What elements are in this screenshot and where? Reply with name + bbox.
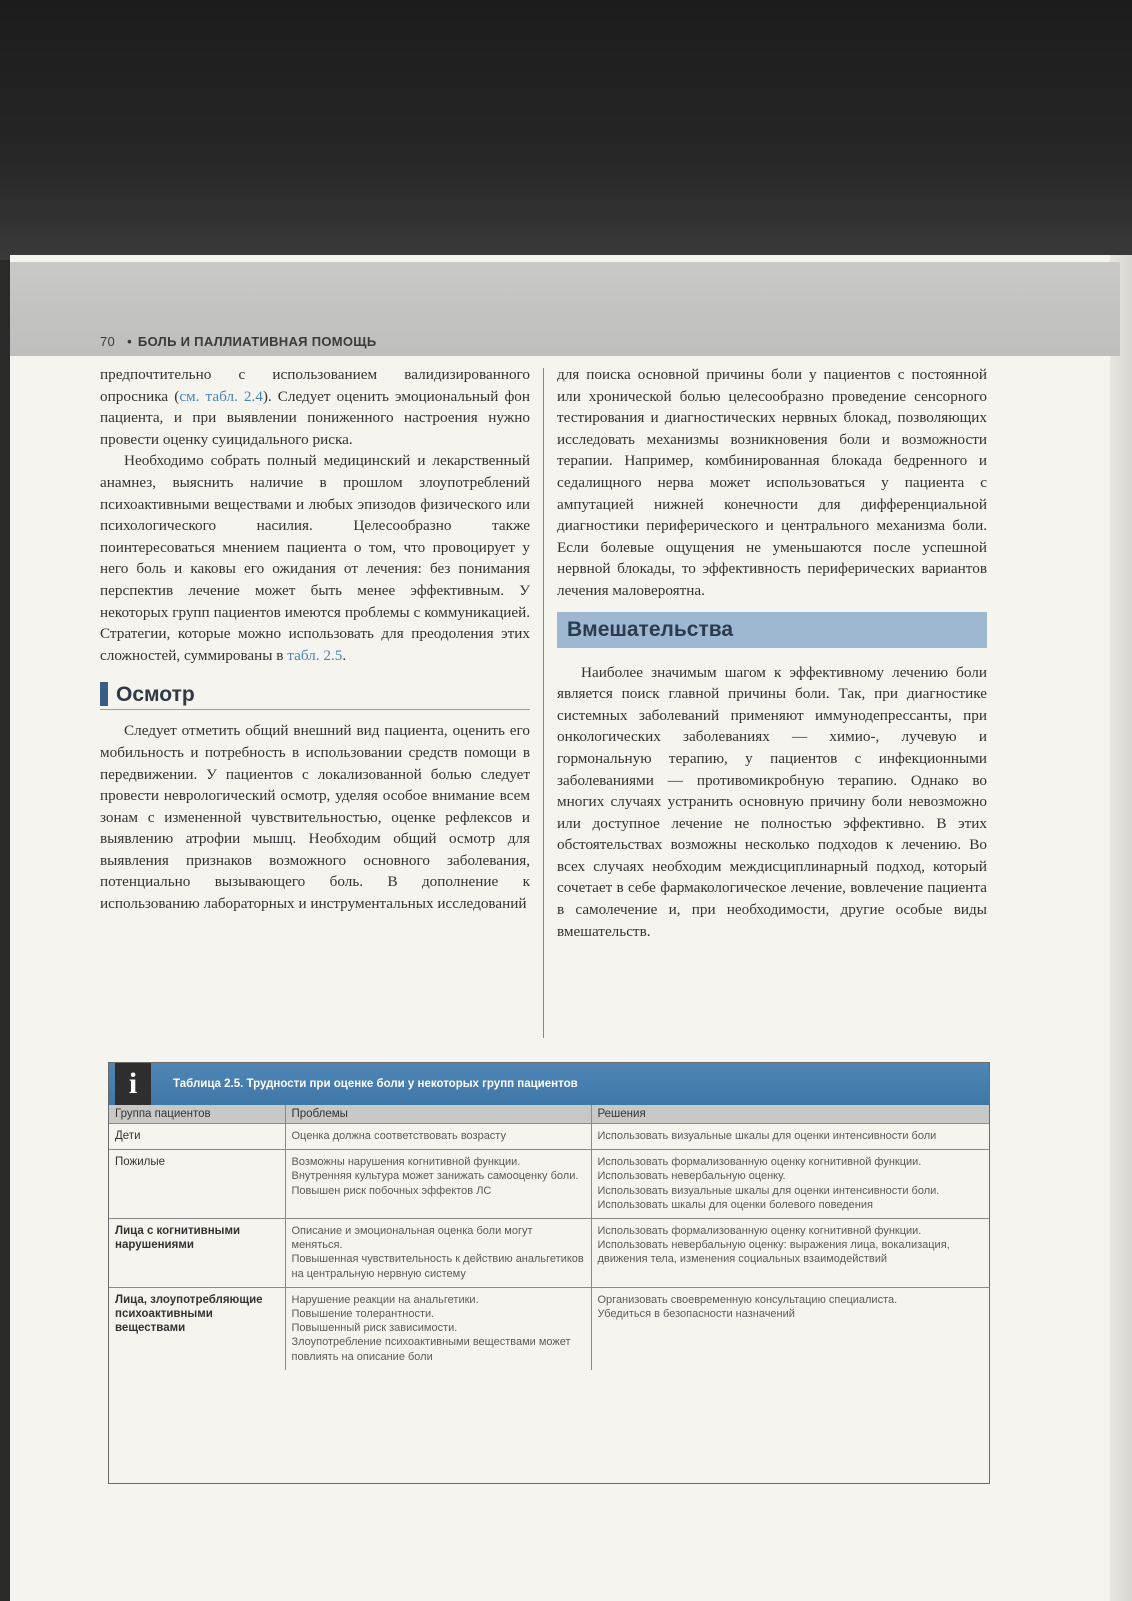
paragraph: Необходимо собрать полный медицинский и лекарственный анамнез, выяснить наличие в прошлом злоупотреблений психоактивными веществами и любых эпизодов физического или психологического насилия. Целесообразно также поинтересоваться мнением пациента о том, что провоцирует у него боль и каковы его ожидания от лечения: без понимания перспектив лечение может быть менее эффективным. У некоторых групп пациентов имеются проблемы с коммуникацией. Стратегии, которые можно использовать для преодоления этих сложностей, суммированы в табл. 2.5.	[100, 452, 530, 664]
table-header-row	[109, 1105, 989, 1124]
problems-cell: Описание и эмоциональная оценка боли могут меняться. Повышенная чувствительность к действию анальгетиков на центральную нервную систему	[285, 1219, 591, 1288]
data-table	[109, 1105, 989, 1370]
paragraph: предпочтительно с использованием валидизированного опросника (см. табл. 2.4). Следует оценить эмоциональный фон пациента, и при выявлении пониженного настроения нужно провести оценку суицидального риска.	[100, 366, 531, 448]
solutions-cell: Использовать визуальные шкалы для оценки интенсивности боли	[591, 1124, 989, 1150]
table-title-bar	[109, 1063, 989, 1105]
separator-dot: •	[127, 334, 132, 349]
section-heading-vmeshatelstva: Вмешательства	[557, 612, 987, 648]
page-edge-shadow	[1110, 255, 1132, 1601]
table-reference-link[interactable]: см. табл. 2.4	[179, 387, 263, 405]
column-header: Группа пациентов	[109, 1105, 285, 1124]
table-2-5	[108, 1062, 990, 1484]
paragraph: Наиболее значимым шагом к эффективному лечению боли является поиск главной причины боли. Так, при диагностике системных заболеваний применяют иммунодепрессанты, при онкологических заболеваниях — химио-, лучевую и гормональную терапию, у пациентов с инфекционными заболеваниями — противомикробную терапию. Однако во многих случаях устранить основную причину боли невозможно или доступное лечение не полностью эффективно. В этих обстоятельствах возможны несколько подходов к лечению. Во всех случаях необходим междисциплинарный подход, который сочетает в себе фармакологическое лечение, вовлечение пациента в самолечение и, при необходимости, другие особые виды вмешательств.	[557, 663, 987, 940]
heading-bar-icon	[100, 682, 108, 706]
table-row	[109, 1219, 989, 1288]
solutions-cell: Использовать формализованную оценку когнитивной функции. Использовать невербальную оценку: выражения лица, вокализация, движения тела, изменения социальных взаимодействий	[591, 1219, 989, 1288]
column-header: Решения	[591, 1105, 989, 1124]
group-cell: Дети	[109, 1124, 285, 1150]
solutions-cell: Организовать своевременную консультацию специалиста. Убедиться в безопасности назначений	[597, 1293, 898, 1321]
section-heading-osmotr: Осмотр	[100, 682, 530, 710]
section-title: БОЛЬ И ПАЛЛИАТИВНАЯ ПОМОЩЬ	[137, 334, 377, 349]
right-column	[557, 364, 987, 942]
table-title: Таблица 2.5. Трудности при оценке боли у некоторых групп пациентов	[173, 1078, 578, 1090]
column-divider	[543, 368, 544, 1038]
table-reference-link[interactable]: табл. 2.5	[287, 646, 343, 664]
problems-cell: Оценка должна соответствовать возрасту	[285, 1124, 591, 1150]
table-row	[109, 1124, 989, 1150]
column-header: Проблемы	[285, 1105, 591, 1124]
solutions-cell: Использовать формализованную оценку когнитивной функции. Использовать невербальную оценку. Использовать визуальные шкалы для оценки интенсивности боли. Использовать шкалы для оценки болевого поведения	[591, 1150, 989, 1219]
running-head	[100, 334, 377, 349]
group-cell: Лица с когнитивными нарушениями	[109, 1219, 285, 1288]
left-column	[100, 364, 530, 915]
paragraph: для поиска основной причины боли у пациентов с постоянной или хронической болью целесообразно проведение сенсорного тестирования и диагностических нервных блокад, позволяющих исследовать механизмы возникновения боли и возможности терапии. Например, комбинированная блокада бедренного и седалищного нерва может использоваться у пациента с ампутацией нижней конечности для дифференциальной диагностики периферического и центрального механизма боли. Если болевые ощущения не уменьшаются после успешной нервной блокады, то эффективность периферических вариантов лечения маловероятна.	[557, 366, 987, 599]
table-row	[109, 1150, 989, 1219]
problems-cell: Возможны нарушения когнитивной функции. Внутренняя культура может занижать самооценку боли. Повышен риск побочных эффектов ЛС	[285, 1150, 591, 1219]
info-icon: i	[115, 1063, 151, 1105]
scan-background	[0, 0, 1132, 260]
group-cell: Пожилые	[109, 1150, 285, 1219]
problems-cell: Нарушение реакции на анальгетики. Повышение толерантности. Повышенный риск зависимости. Злоупотребление психоактивными веществами может повлиять на описание боли	[285, 1287, 591, 1370]
table-row	[109, 1287, 989, 1370]
page-number: 70	[100, 334, 116, 349]
paragraph: Следует отметить общий внешний вид пациента, оценить его мобильность и потребность в использовании средств помощи в передвижении. У пациентов с локализованной болью следует провести неврологический осмотр, уделяя особое внимание всем зонам с измененной чувствительностью, оценке рефлексов и выявлению атрофии мышц. Необходим общий осмотр для выявления признаков возможного основного заболевания, потенциально вызывающего боль. В дополнение к использованию лабораторных и инструментальных исследований	[100, 722, 530, 913]
group-cell: Лица, злоупотребляющие психоактивными веществами	[109, 1287, 285, 1370]
